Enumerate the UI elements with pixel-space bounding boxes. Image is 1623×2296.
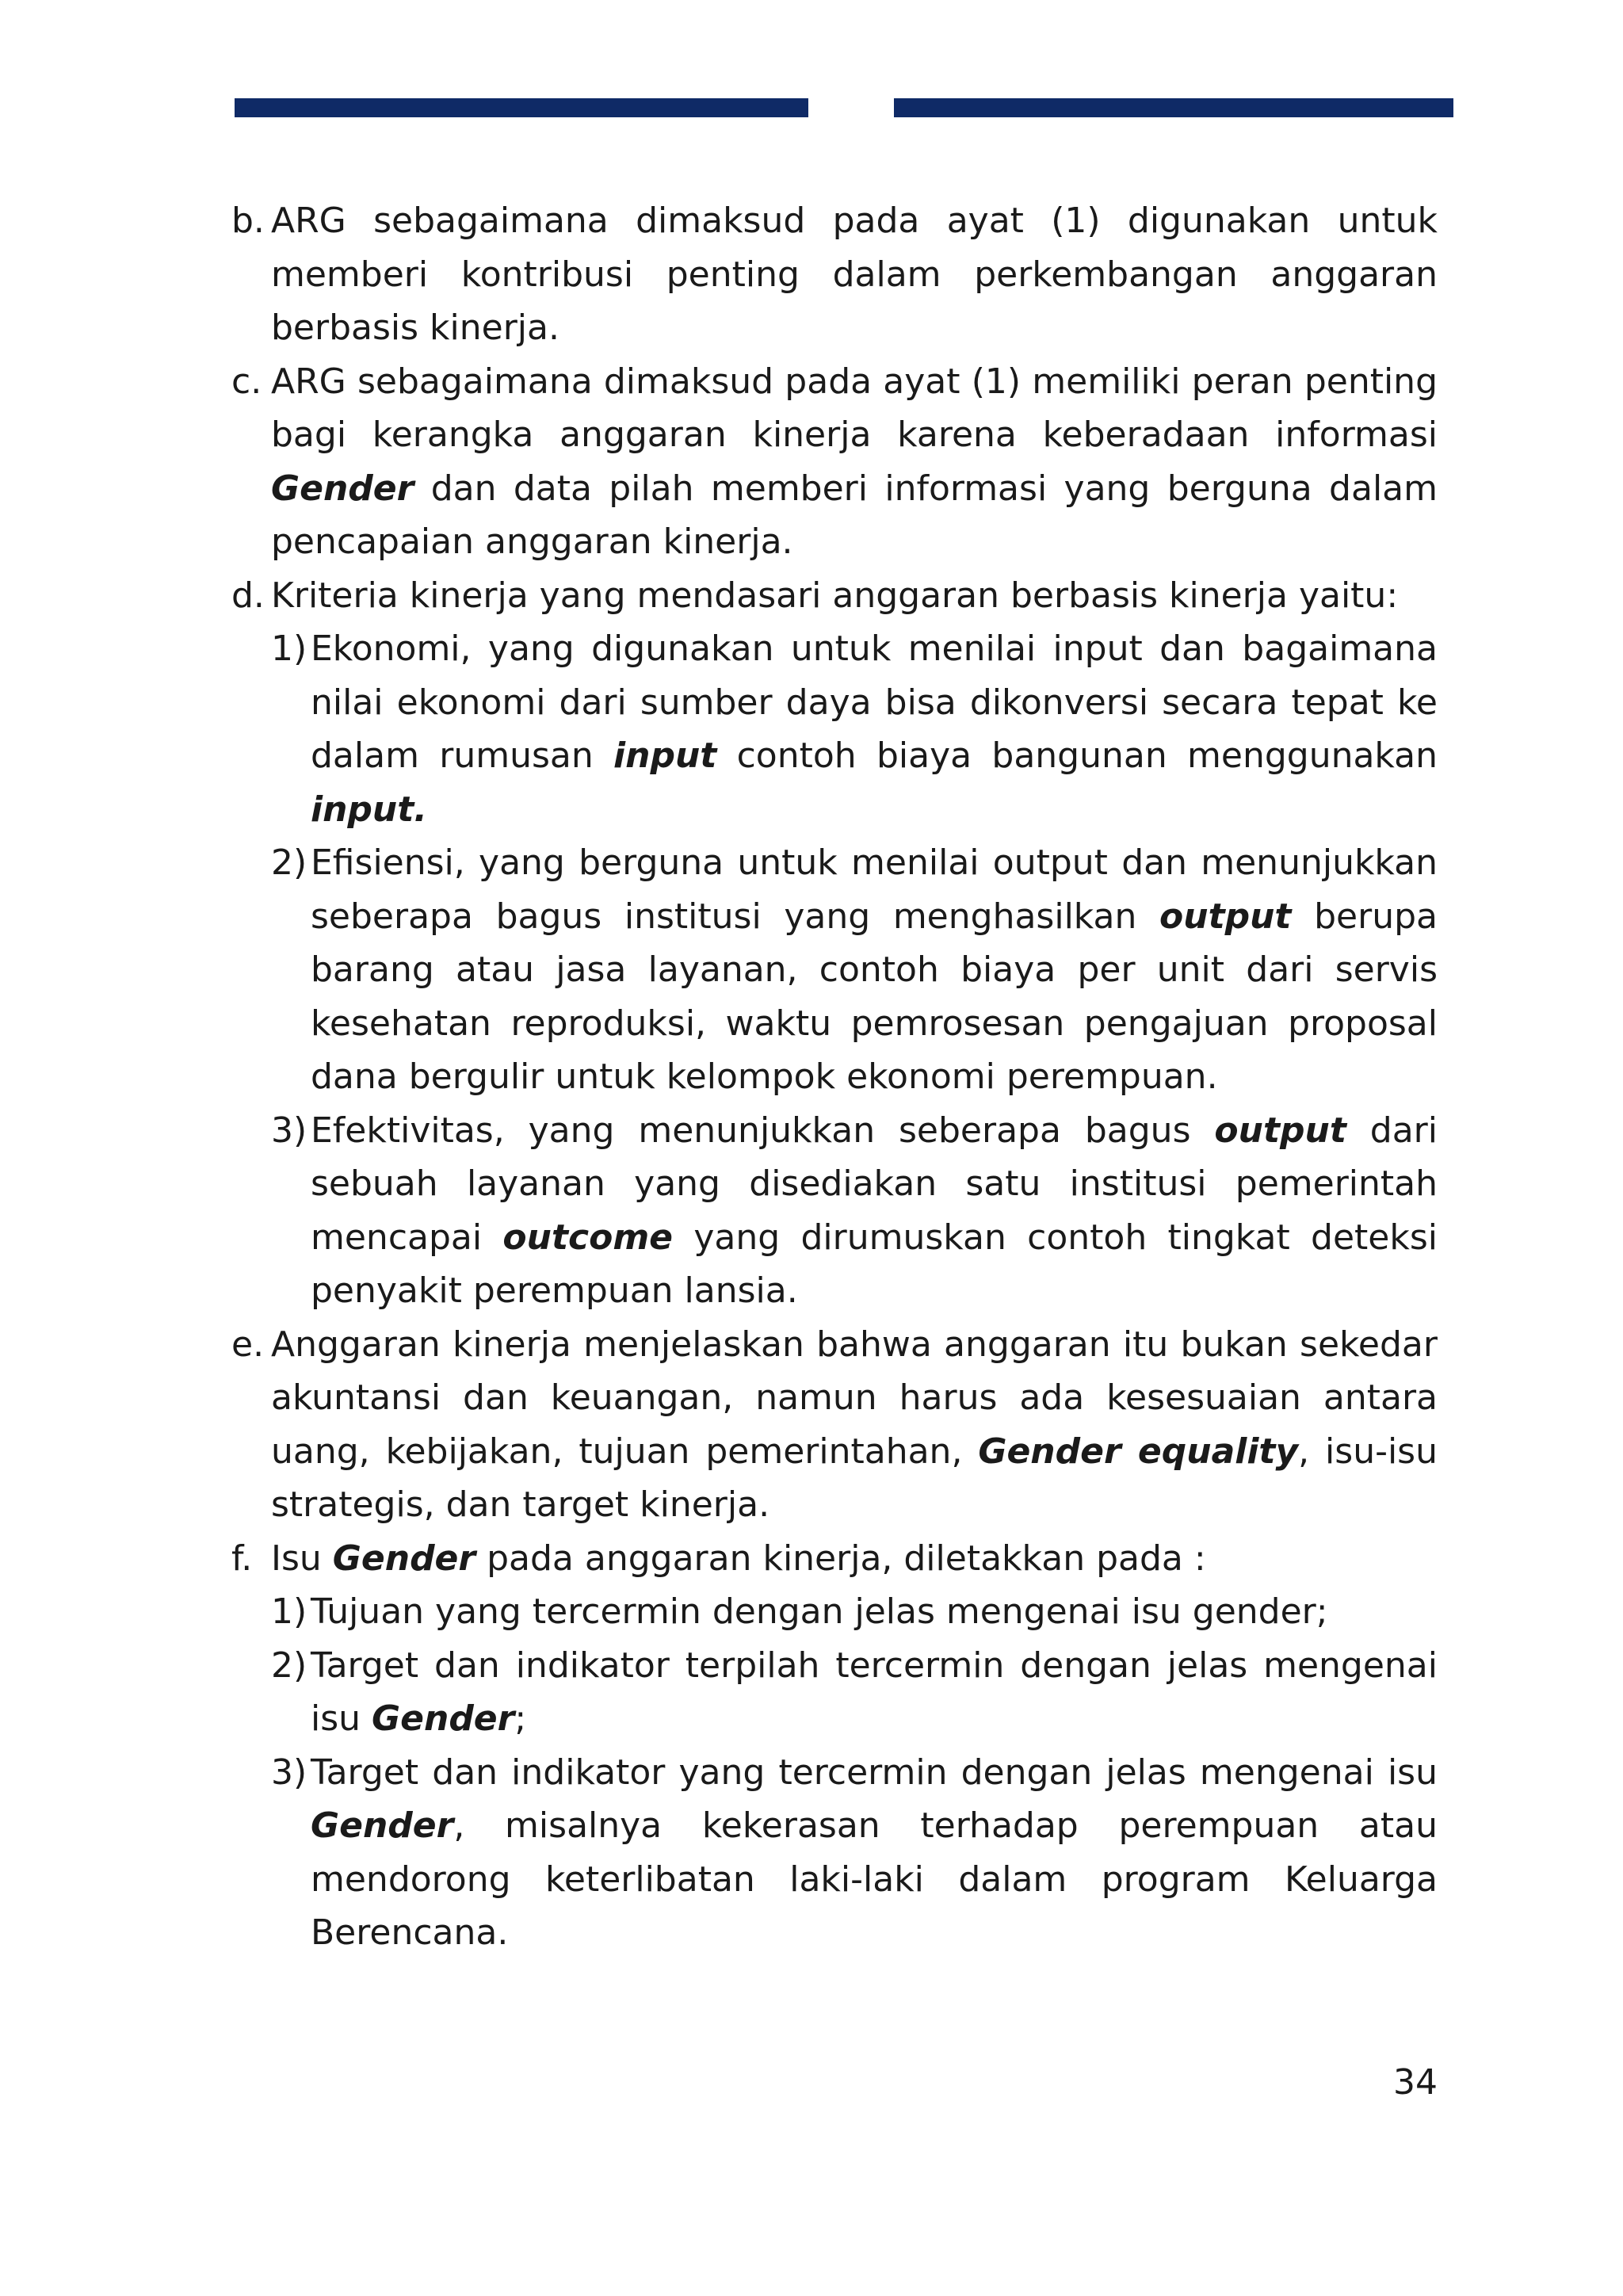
list-marker: 1) <box>271 628 307 669</box>
text-run: Ekonomi, yang digunakan untuk menilai input dan bagaimana nilai ekonomi dari sumber daya bisa dikonversi secara tepat ke dalam rumusan <box>311 628 1438 776</box>
header-bar-left <box>235 98 808 117</box>
list-marker: e. <box>231 1324 265 1365</box>
list-item <box>231 1532 1438 1586</box>
emphasized-term: Gender equality <box>978 1431 1299 1472</box>
list-marker: b. <box>231 201 265 241</box>
text-run: Efisiensi, yang berguna untuk menilai output dan menunjukkan seberapa bagus institusi yang menghasilkan <box>311 842 1438 937</box>
text-run: dari sebuah layanan yang disediakan satu institusi pemerintah mencapai <box>311 1110 1438 1258</box>
list-item <box>231 194 1438 355</box>
list-subitem <box>231 836 1438 1104</box>
list-marker: 1) <box>271 1591 307 1632</box>
text-run: Isu <box>271 1538 333 1579</box>
list-marker: 3) <box>271 1752 307 1793</box>
list-item <box>231 1318 1438 1532</box>
emphasized-term: input <box>613 735 717 776</box>
text-run: ARG sebagaimana dimaksud pada ayat (1) memiliki peran penting bagi kerangka anggaran kinerja karena keberadaan informasi <box>271 361 1438 455</box>
list-item-text <box>311 1639 1438 1746</box>
list-marker: f. <box>231 1538 253 1579</box>
list-item-text <box>311 1585 1438 1639</box>
list-item-text <box>311 622 1438 836</box>
list-item-text <box>311 1746 1438 1960</box>
emphasized-term: Gender <box>332 1538 476 1579</box>
emphasized-term: outcome <box>502 1217 674 1258</box>
list-item-text <box>311 836 1438 1104</box>
list-marker: 2) <box>271 842 307 883</box>
list-item <box>231 355 1438 569</box>
list-subitem <box>231 1639 1438 1746</box>
list-item-text <box>271 1532 1438 1586</box>
text-run: Efektivitas, yang menunjukkan seberapa bagus <box>311 1110 1215 1151</box>
text-run: contoh biaya bangunan menggunakan <box>716 735 1438 776</box>
list-item-text <box>311 1104 1438 1318</box>
list-item-text <box>271 355 1438 569</box>
list-marker: c. <box>231 361 262 402</box>
list-marker: 3) <box>271 1110 307 1151</box>
text-run: , misalnya kekerasan terhadap perempuan atau mendorong keterlibatan laki-laki dalam program Keluarga Berencana. <box>311 1805 1438 1953</box>
list-item-text <box>271 194 1438 355</box>
emphasized-term: Gender <box>271 468 414 509</box>
list-marker: d. <box>231 575 265 616</box>
text-run: Kriteria kinerja yang mendasari anggaran berbasis kinerja yaitu: <box>271 575 1399 616</box>
text-run: yang dirumuskan contoh tingkat deteksi penyakit perempuan lansia. <box>311 1217 1438 1311</box>
emphasized-term: Gender <box>311 1805 454 1846</box>
text-run: berupa barang atau jasa layanan, contoh biaya per unit dari servis kesehatan reproduksi, waktu pemrosesan pengajuan proposal dana bergulir untuk kelompok ekonomi perempuan. <box>311 896 1438 1097</box>
list-item-text <box>271 569 1438 623</box>
text-run: , isu-isu strategis, dan target kinerja. <box>271 1431 1438 1525</box>
text-run: Anggaran kinerja menjelaskan bahwa anggaran itu bukan sekedar akuntansi dan keuangan, namun harus ada kesesuaian antara uang, kebijakan, tujuan pemerintahan, <box>271 1324 1438 1472</box>
list-subitem <box>231 1104 1438 1318</box>
list-item-text <box>271 1318 1438 1532</box>
header-bar-right <box>894 98 1453 117</box>
text-run: pada anggaran kinerja, diletakkan pada : <box>475 1538 1206 1579</box>
emphasized-term: output <box>1214 1110 1346 1151</box>
document-body <box>231 194 1438 1960</box>
emphasized-term: Gender <box>372 1698 515 1739</box>
text-run: Target dan indikator yang tercermin dengan jelas mengenai isu <box>311 1752 1438 1793</box>
list-marker: 2) <box>271 1645 307 1686</box>
page-number: 34 <box>1393 2062 1438 2103</box>
text-run: Tujuan yang tercermin dengan jelas mengenai isu gender; <box>311 1591 1328 1632</box>
emphasized-term: input. <box>311 789 427 830</box>
list-subitem <box>231 1585 1438 1639</box>
emphasized-term: output <box>1159 896 1292 937</box>
text-run: ; <box>514 1698 527 1739</box>
list-subitem <box>231 622 1438 836</box>
text-run: ARG sebagaimana dimaksud pada ayat (1) digunakan untuk memberi kontribusi penting dalam perkembangan anggaran berbasis kinerja. <box>271 201 1438 348</box>
list-subitem <box>231 1746 1438 1960</box>
list-item <box>231 569 1438 623</box>
text-run: Target dan indikator terpilah tercermin dengan jelas mengenai isu <box>311 1645 1438 1739</box>
text-run: dan data pilah memberi informasi yang berguna dalam pencapaian anggaran kinerja. <box>271 468 1438 562</box>
